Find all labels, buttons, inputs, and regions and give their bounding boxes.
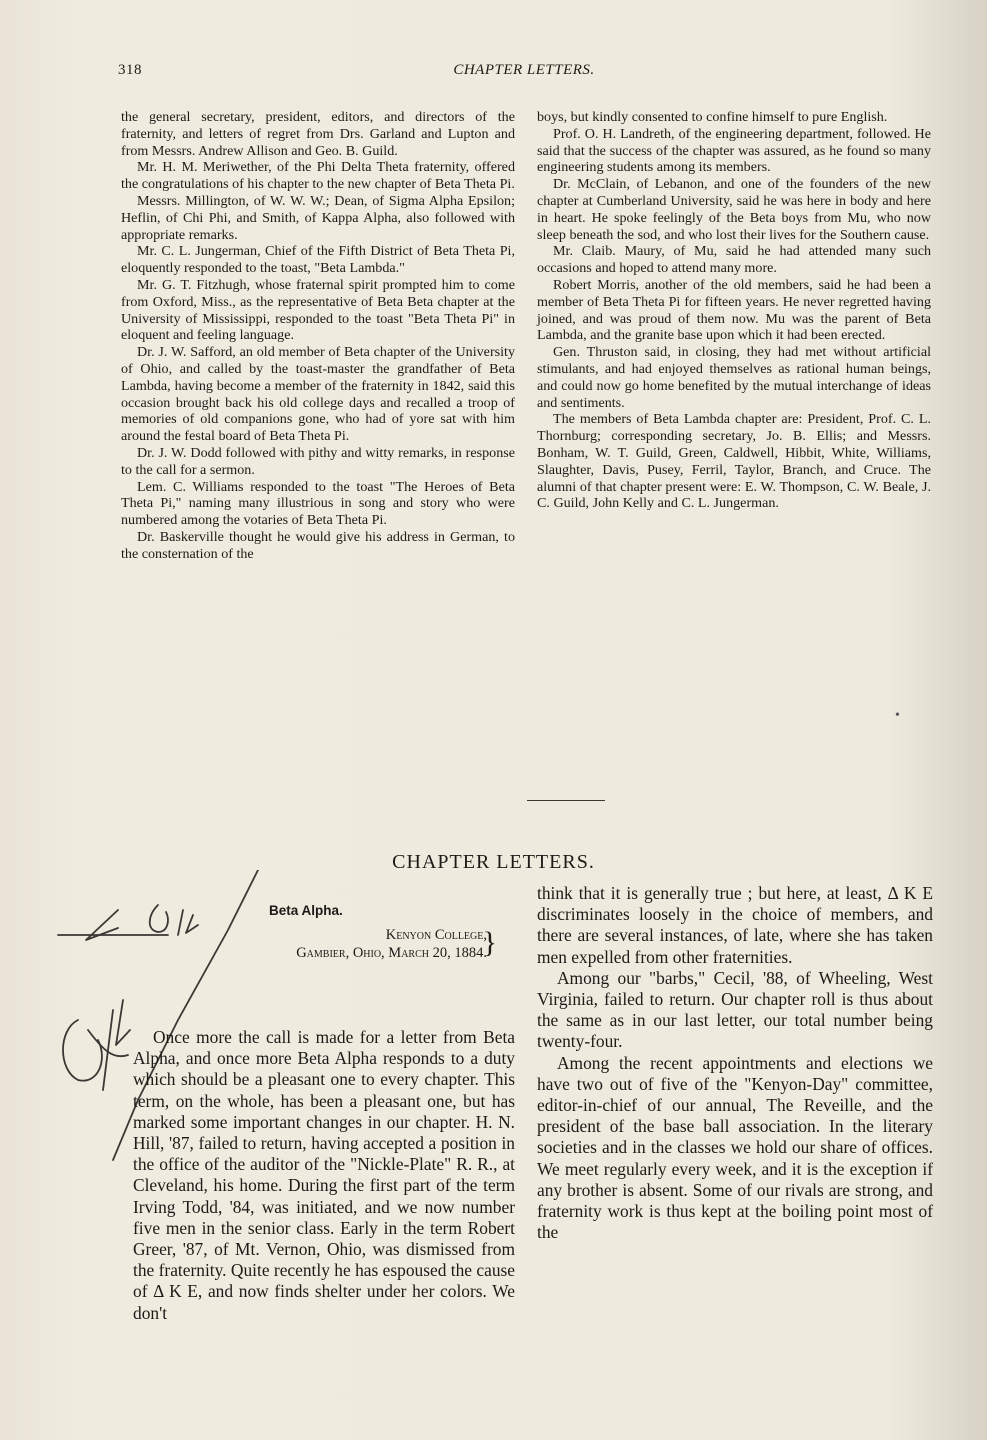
paragraph: Mr. Claib. Maury, of Mu, said he had attended many such occasions and hoped to attend many more.: [537, 243, 931, 277]
place-line: Kenyon College,: [385, 927, 487, 943]
paragraph: Mr. G. T. Fitzhugh, whose fraternal spirit prompted him to come from Oxford, Miss., as the representative of Beta Beta chapter at the University of Mississippi, responded to the toast "Beta Theta Pi" in eloquent and feeling language.: [121, 276, 515, 344]
paragraph: the general secretary, president, editors, and directors of the fraternity, and letters of regret from Drs. Garland and Lupton and from Messrs. Andrew Allison and Geo. B. Guild.: [121, 109, 515, 159]
paragraph: Mr. H. M. Meriwether, of the Phi Delta Theta fraternity, offered the congratulations of his chapter to the new chapter of Beta Theta Pi.: [121, 159, 515, 193]
paragraph: Dr. J. W. Dodd followed with pithy and witty remarks, in response to the call for a sermon.: [121, 444, 515, 478]
paragraph: think that it is generally true ; but here, at least, Δ K E discriminates loosely in the choice of members, and there are several instances, of late, where she has taken men expelled from other fraternities.: [537, 883, 933, 967]
bottom-left-column: [133, 1027, 515, 1324]
paragraph: Once more the call is made for a letter from Beta Alpha, and once more Beta Alpha responds to a duty which should be a pleasant one to every chapter. This term, on the whole, has been a pleasant one, but has marked some important changes in our chapter. H. N. Hill, '87, failed to return, having accepted a position in the office of the auditor of the "Nickle-Plate" R. R., at Cleveland, his home. During the first part of the term Irving Todd, '84, was initiated, and we now number five men in the senior class. Early in the term Robert Greer, '87, of Mt. Vernon, Ohio, was dismissed from the fraternity. Quite recently he has espoused the cause of Δ K E, and now finds shelter under her colors. We don't: [133, 1027, 515, 1323]
bottom-right-column: [537, 883, 933, 1243]
paragraph: Gen. Thruston said, in closing, they had met without artificial stimulants, and had enjoyed themselves as rational human beings, and could now go home benefited by the mutual interchange of ideas and sentiments.: [537, 344, 931, 411]
paragraph: Prof. O. H. Landreth, of the engineering department, followed. He said that the success of the chapter was assured, as he found so many engineering students among its members.: [537, 125, 931, 176]
running-title: CHAPTER LETTERS.: [453, 62, 595, 78]
paragraph: Among our "barbs," Cecil, '88, of Wheeling, West Virginia, failed to return. Our chapter roll is thus about the same as in our last letter, our total number being twenty-four.: [537, 967, 933, 1052]
paragraph: The members of Beta Lambda chapter are: President, Prof. C. L. Thornburg; corresponding secretary, Jo. B. Ellis; and Messrs. Bonham, W. T. Guild, Green, Caldwell, Hibbit, White, Williams, Slaughter, Davis, Pusey, Ferril, Taylor, Branch, and Cruce. The alumni of that chapter present were: E. W. Thompson, C. W. Beale, J. C. Guild, John Kelly and C. L. Jungerman.: [537, 411, 931, 512]
paragraph: Messrs. Millington, of W. W. W.; Dean, of Sigma Alpha Epsilon; Heflin, of Chi Phi, and Smith, of Kappa Alpha, also followed with appropriate remarks.: [121, 192, 515, 243]
ink-speck: •: [895, 708, 900, 723]
top-left-column: [121, 109, 515, 563]
letter-place-date: [296, 926, 487, 962]
paragraph: Dr. Baskerville thought he would give his address in German, to the consternation of the: [121, 528, 515, 562]
paragraph: Dr. J. W. Safford, an old member of Beta chapter of the University of Ohio, and called by the toast-master the grandfather of Beta Lambda, having become a member of the fraternity in 1842, said this occasion brought back his old college days and recalled a troop of memories of old companions gone, who had of yore sat with him around the festal board of Beta Theta Pi.: [121, 344, 515, 445]
paragraph: boys, but kindly consented to confine himself to pure English.: [537, 109, 888, 125]
brace: }: [482, 926, 497, 959]
page-number: 318: [118, 62, 142, 78]
paragraph: Lem. C. Williams responded to the toast "The Heroes of Beta Theta Pi," naming many illustrious in song and story who were numbered among the votaries of Beta Theta Pi.: [121, 478, 515, 529]
section-divider: [527, 800, 605, 801]
running-head: [118, 62, 930, 84]
top-right-column: [537, 109, 931, 512]
paragraph: Robert Morris, another of the old members, said he had been a member of Beta Theta Pi for fifteen years. He never regretted having joined, and was proud of them now. Mu was the parent of Beta Lambda, and the granite base upon which it had been erected.: [537, 276, 931, 344]
paragraph: Dr. McClain, of Lebanon, and one of the founders of the new chapter at Cumberland University, said he was here in body and here in heart. He spoke feelingly of the Beta boys from Mu, who now sleep beneath the sod, and who lost their lives for the Southern cause.: [537, 176, 931, 243]
paragraph: Mr. C. L. Jungerman, Chief of the Fifth District of Beta Theta Pi, eloquently responded to the toast, "Beta Lambda.": [121, 243, 515, 277]
paragraph: Among the recent appointments and elections we have two out of five of the "Kenyon-Day" committee, editor-in-chief of our annual, The Reveille, and the president of the base ball association. In the literary societies and in the classes we hold our share of offices. We meet regularly every week, and it is the exception if any brother is absent. Some of our rivals are strong, and fraternity work is thus kept at the boiling point most of the: [537, 1052, 933, 1243]
chapter-name: Beta Alpha.: [269, 903, 343, 918]
place-line: Gambier, Ohio, March 20, 1884.: [296, 945, 487, 961]
section-title: CHAPTER LETTERS.: [392, 851, 595, 873]
